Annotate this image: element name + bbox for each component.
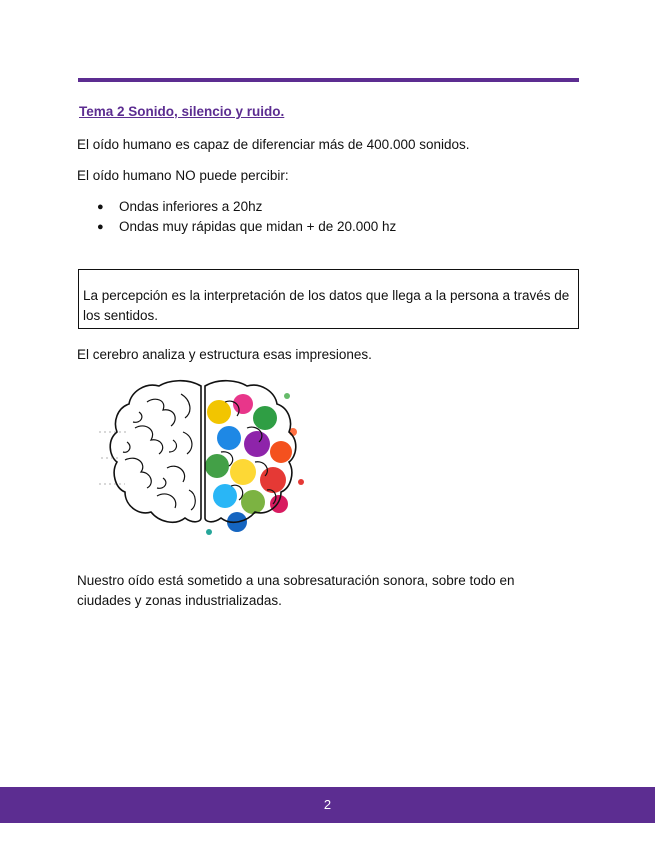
section-heading: Tema 2 Sonido, silencio y ruido.	[79, 104, 285, 119]
bullet-list	[97, 197, 396, 237]
page-number: 2	[323, 797, 332, 812]
page-footer	[0, 787, 655, 823]
paragraph-oversaturation-line1: Nuestro oído está sometido a una sobresaturación sonora, sobre todo en	[77, 573, 515, 588]
brain-illustration	[97, 372, 309, 554]
right-hemisphere	[205, 381, 304, 535]
paragraph-oversaturation-line2: ciudades y zonas industrializadas.	[77, 593, 282, 608]
list-item: ● Ondas muy rápidas que midan + de 20.000 hz	[97, 217, 396, 237]
left-hemisphere	[110, 381, 201, 523]
header-rule	[78, 78, 579, 82]
paragraph-sounds: El oído humano es capaz de diferenciar más de 400.000 sonidos.	[77, 137, 470, 152]
paragraph-brain: El cerebro analiza y estructura esas impresiones.	[77, 347, 372, 362]
definition-box	[78, 269, 579, 329]
paragraph-cannot-perceive: El oído humano NO puede percibir:	[77, 168, 289, 183]
definition-text: La percepción es la interpretación de los datos que llega a la persona a través de los sentidos.	[83, 288, 570, 323]
list-item: ● Ondas inferiores a 20hz	[97, 197, 396, 217]
